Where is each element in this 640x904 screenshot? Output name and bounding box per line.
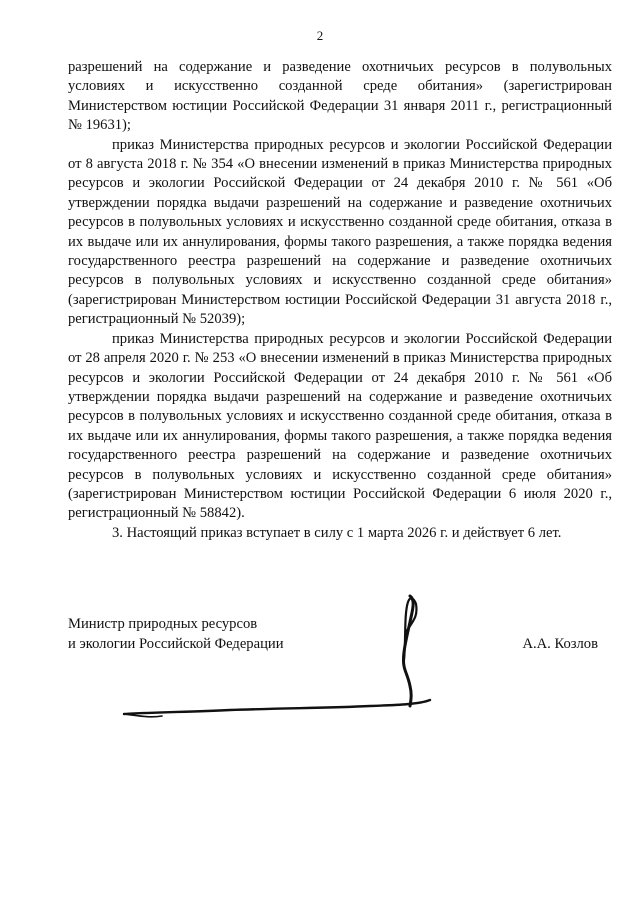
page-number: 2 [316,28,324,43]
signer-name: А.А. Козлов [522,636,598,652]
signature-stroke-loop [404,598,417,660]
signer-title-line-2: и экологии Российской Федерации [68,636,284,652]
signature-stroke-underline [124,700,430,714]
document-body [68,58,612,543]
paragraph-3: приказ Министерства природных ресурсов и экологии Российской Федерации от 28 апреля 2020 г. № 253 «О внесении изменений в приказ Министерства природных ресурсов и экологии Российской Федерации от 24 декабря 2010 г. № 561 «Об утверждении порядка выдачи разрешений на содержание и разведение охотничьих ресурсов в полувольных условиях и искусственно созданной среде обитания, отказа в их выдаче или их аннулирования, формы такого разрешения, а также порядка ведения государственного реестра разрешений на содержание и разведение охотничьих ресурсов в полувольных условиях и искусственно созданной среде обитания» (зарегистрирован Министерством юстиции Российской Федерации 6 июля 2020 г., регистрационный № 58842). [68,330,612,522]
paragraph-2: приказ Министерства природных ресурсов и экологии Российской Федерации от 8 августа 2018 г. № 354 «О внесении изменений в приказ Министерства природных ресурсов и экологии Российской Федерации от 24 декабря 2010 г. № 561 «Об утверждении порядка выдачи разрешений на содержание и разведение охотничьих ресурсов в полувольных условиях и искусственно созданной среде обитания, отказа в их выдаче или их аннулирования, формы такого разрешения, а также порядка ведения государственного реестра разрешений на содержание и разведение охотничьих ресурсов в полувольных условиях и искусственно созданной среде обитания» (зарегистрирован Министерством юстиции Российской Федерации 31 августа 2018 г., регистрационный № 52039); [68,136,612,328]
signature-stroke-vertical [403,596,413,706]
paragraph-1: разрешений на содержание и разведение охотничьих ресурсов в полувольных условиях и искусственно созданной среде обитания» (зарегистрирован Министерством юстиции Российской Федерации 31 января 2011 г., регистрационный № 19631); [68,59,612,134]
signer-title [68,614,284,654]
paragraph-4: 3. Настоящий приказ вступает в силу с 1 марта 2026 г. и действует 6 лет. [112,524,562,541]
signer-title-line-1: Министр природных ресурсов [68,616,258,632]
signature-stroke-tail [124,714,162,717]
